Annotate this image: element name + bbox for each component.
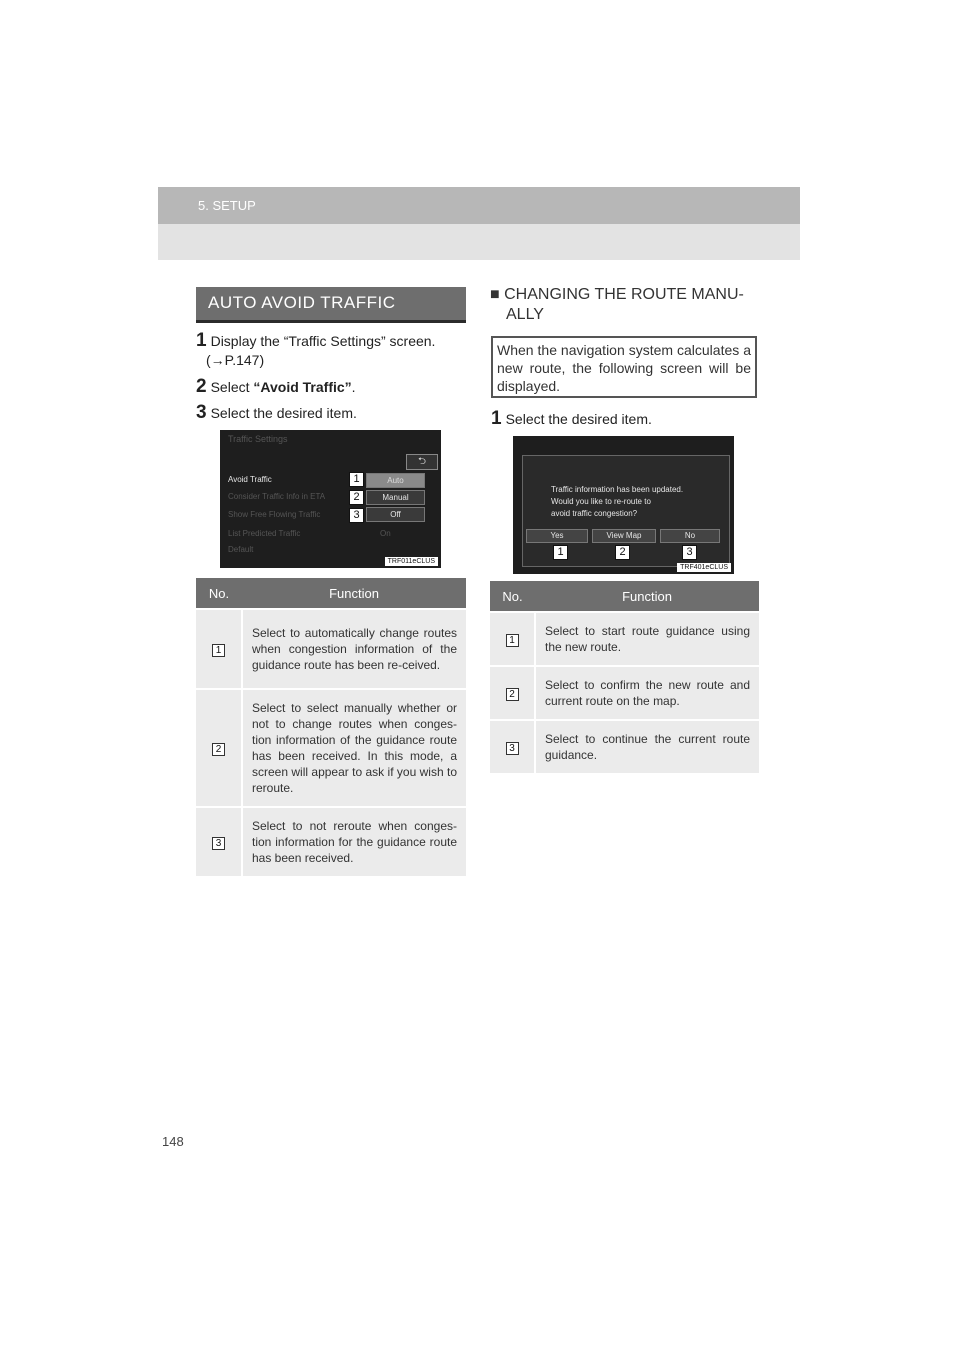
subsection-heading [490,285,765,325]
right-function-table [490,581,759,773]
callout-3: 3 [682,545,697,560]
section-title-box [196,287,466,323]
option-off: Off [366,507,425,522]
heading-square-icon: ■ [490,286,500,303]
number-1-icon: 1 [212,644,225,657]
row-no-cell [490,720,535,773]
number-2-icon: 2 [212,743,225,756]
table-row [196,609,466,689]
table-row [196,689,466,807]
callout-2: 2 [349,490,364,505]
reroute-prompt-screenshot [513,436,734,574]
callout-3: 3 [349,508,364,523]
intro-box [491,336,757,398]
yes-button: Yes [526,529,588,543]
step-text-suffix: . [351,379,356,395]
row-no-cell [196,807,242,876]
row-default: Default [228,545,254,554]
traffic-settings-screenshot [220,430,441,568]
number-3-icon: 3 [212,837,225,850]
no-button: No [660,529,720,543]
step-text-bold: “Avoid Traffic” [253,379,352,395]
header-bar [158,187,800,224]
dialog-message [551,484,683,520]
table-header [490,581,759,612]
table-header [196,578,466,609]
page-reference: (→P.147) [206,352,265,368]
section-title: AUTO AVOID TRAFFIC [208,293,396,312]
row-function-cell: Select to select manually whether or not to change routes when conges-tion information of the guidance route has been received. In this mode, a screen will appear to ask if you wish to reroute. [242,689,466,807]
screen-title: Traffic Settings [228,434,288,444]
callout-2: 2 [615,545,630,560]
row-show-free-flowing: Show Free Flowing Traffic [228,510,321,519]
number-2-icon: 2 [506,688,519,701]
left-function-table [196,578,466,876]
step-3 [196,403,357,423]
row-function-cell: Select to continue the current route guidance. [535,720,759,773]
col-no: No. [490,581,535,612]
col-function: Function [535,581,759,612]
table-row [490,612,759,666]
page-number: 148 [162,1134,184,1149]
toggle-on: On [380,529,391,538]
step-number: 1 [196,330,207,351]
step-text: Select the desired item. [210,405,357,421]
row-function-cell: Select to not reroute when conges-tion information for the guidance route has been received. [242,807,466,876]
step-text: Select the desired item. [505,411,652,427]
table-row [490,666,759,720]
view-map-button: View Map [592,529,656,543]
row-function-cell: Select to confirm the new route and current route on the map. [535,666,759,720]
step-text: Display the “Traffic Settings” screen. [210,333,436,349]
intro-text: When the navigation system calculates a new route, the following screen will be displayed. [497,342,751,394]
number-3-icon: 3 [506,742,519,755]
row-no-cell [196,609,242,689]
row-no-cell [196,689,242,807]
heading-line-2: ALLY [506,306,544,323]
right-step-1 [491,409,652,429]
section-label: 5. SETUP [198,198,256,213]
table-row [490,720,759,773]
col-function: Function [242,578,466,609]
message-line: Traffic information has been updated. [551,485,684,494]
option-auto: Auto [366,473,425,488]
row-list-predicted: List Predicted Traffic [228,529,301,538]
table-row [196,807,466,876]
step-text-prefix: Select [210,379,254,395]
option-manual: Manual [366,490,425,505]
callout-1: 1 [349,472,364,487]
image-code: TRF401eCLUS [677,563,731,572]
row-function-cell: Select to automatically change routes when congestion information of the guidance route has been re-ceived. [242,609,466,689]
image-code: TRF011eCLUS [385,557,438,566]
back-icon: ⮌ [406,454,438,470]
step-1 [196,331,468,370]
row-avoid-traffic: Avoid Traffic [228,475,272,484]
message-line: avoid traffic congestion? [551,509,638,518]
col-no: No. [196,578,242,609]
step-number: 3 [196,402,207,423]
number-1-icon: 1 [506,634,519,647]
step-number: 1 [491,408,502,429]
step-number: 2 [196,376,207,397]
row-function-cell: Select to start route guidance using the new route. [535,612,759,666]
row-consider-traffic: Consider Traffic Info in ETA [228,492,326,501]
row-no-cell [490,612,535,666]
header-band [158,187,800,260]
row-no-cell [490,666,535,720]
message-line: Would you like to re-route to [551,497,651,506]
heading-line-1: CHANGING THE ROUTE MANU- [504,286,744,303]
step-2 [196,377,356,397]
callout-1: 1 [553,545,568,560]
